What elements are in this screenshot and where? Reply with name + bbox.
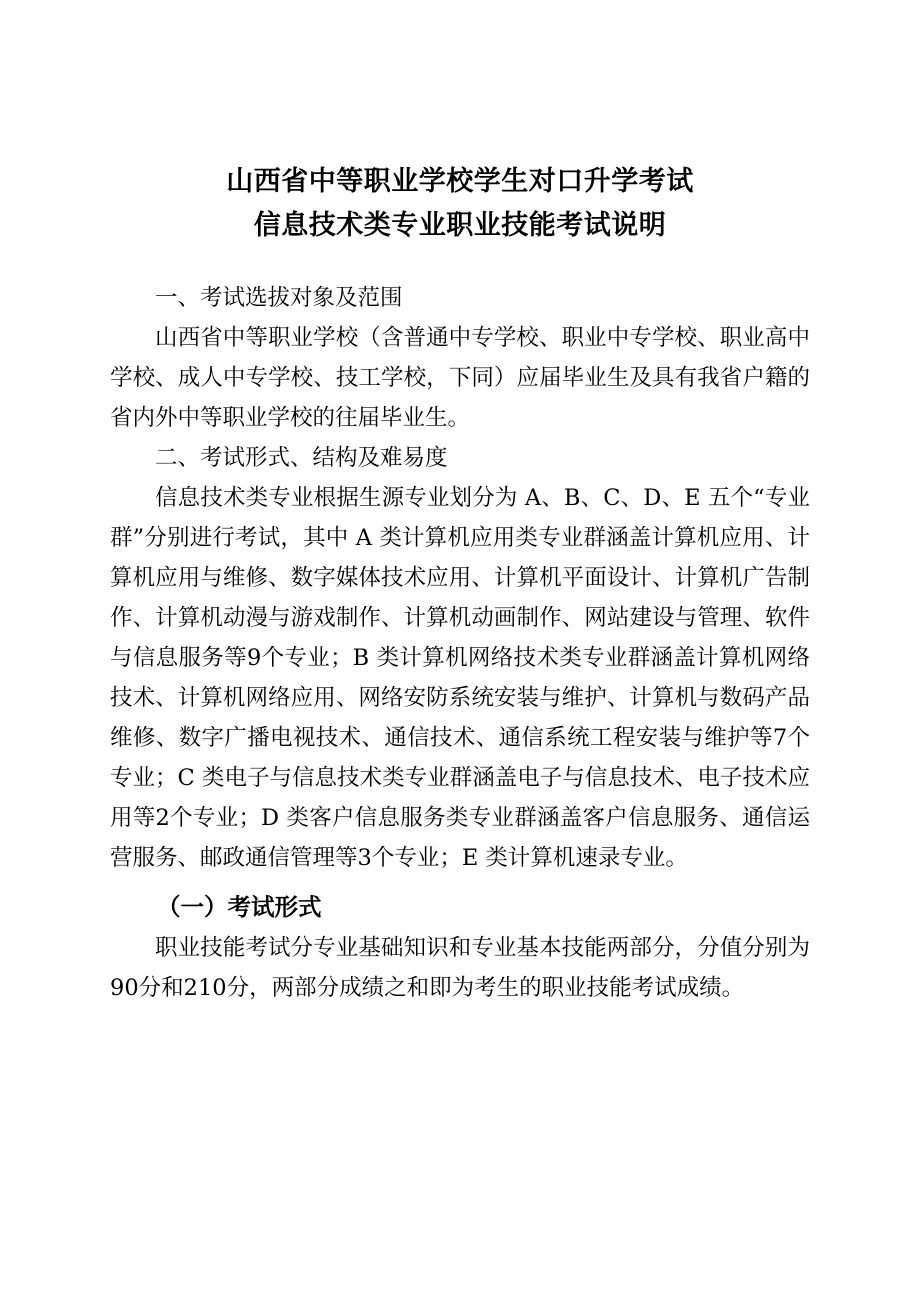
page-title-line-1: 山西省中等职业学校学生对口升学考试 [226,166,694,197]
subsection-heading: （一）考试形式 [157,893,322,921]
section-2-heading: 二、考试形式、结构及难易度 [155,445,448,471]
page-title [110,160,810,248]
document-body [110,278,810,1008]
subsection-paragraph-1: 职业技能考试分专业基础知识和专业基本技能两部分，分值分别为90分和210分，两部分成绩之和即为考生的职业技能考试成绩。 [110,935,810,1001]
section-1-heading: 一、考试选拔对象及范围 [155,285,403,311]
spacer [110,878,810,880]
section-1-paragraph-1: 山西省中等职业学校（含普通中专学校、职业中专学校、职业高中学校、成人中专学校、技工学校，下同）应届毕业生及具有我省户籍的省内外中等职业学校的往届毕业生。 [110,325,810,431]
page-title-line-2: 信息技术类专业职业技能考试说明 [253,210,667,241]
section-2-paragraph-1: 信息技术类专业根据生源专业划分为 A、B、C、D、E 五个“专业群”分别进行考试，其中 A 类计算机应用类专业群涵盖计算机应用、计算机应用与维修、数字媒体技术应用、计算机平面设计、计算机广告制作、计算机动漫与游戏制作、计算机动画制作、网站建设与管理、软件与信息服务等9个专业；B 类计算机网络技术类专业群涵盖计算机网络技术、计算机网络应用、网络安防系统安装与维护、计算机与数码产品维修、数字广播电视技术、通信技术、通信系统工程安装与维护等7个专业；C 类电子与信息技术类专业群涵盖电子与信息技术、电子技术应用等2个专业；D 类客户信息服务类专业群涵盖客户信息服务、通信运营服务、邮政通信管理等3个专业；E 类计算机速录专业。 [110,485,810,871]
